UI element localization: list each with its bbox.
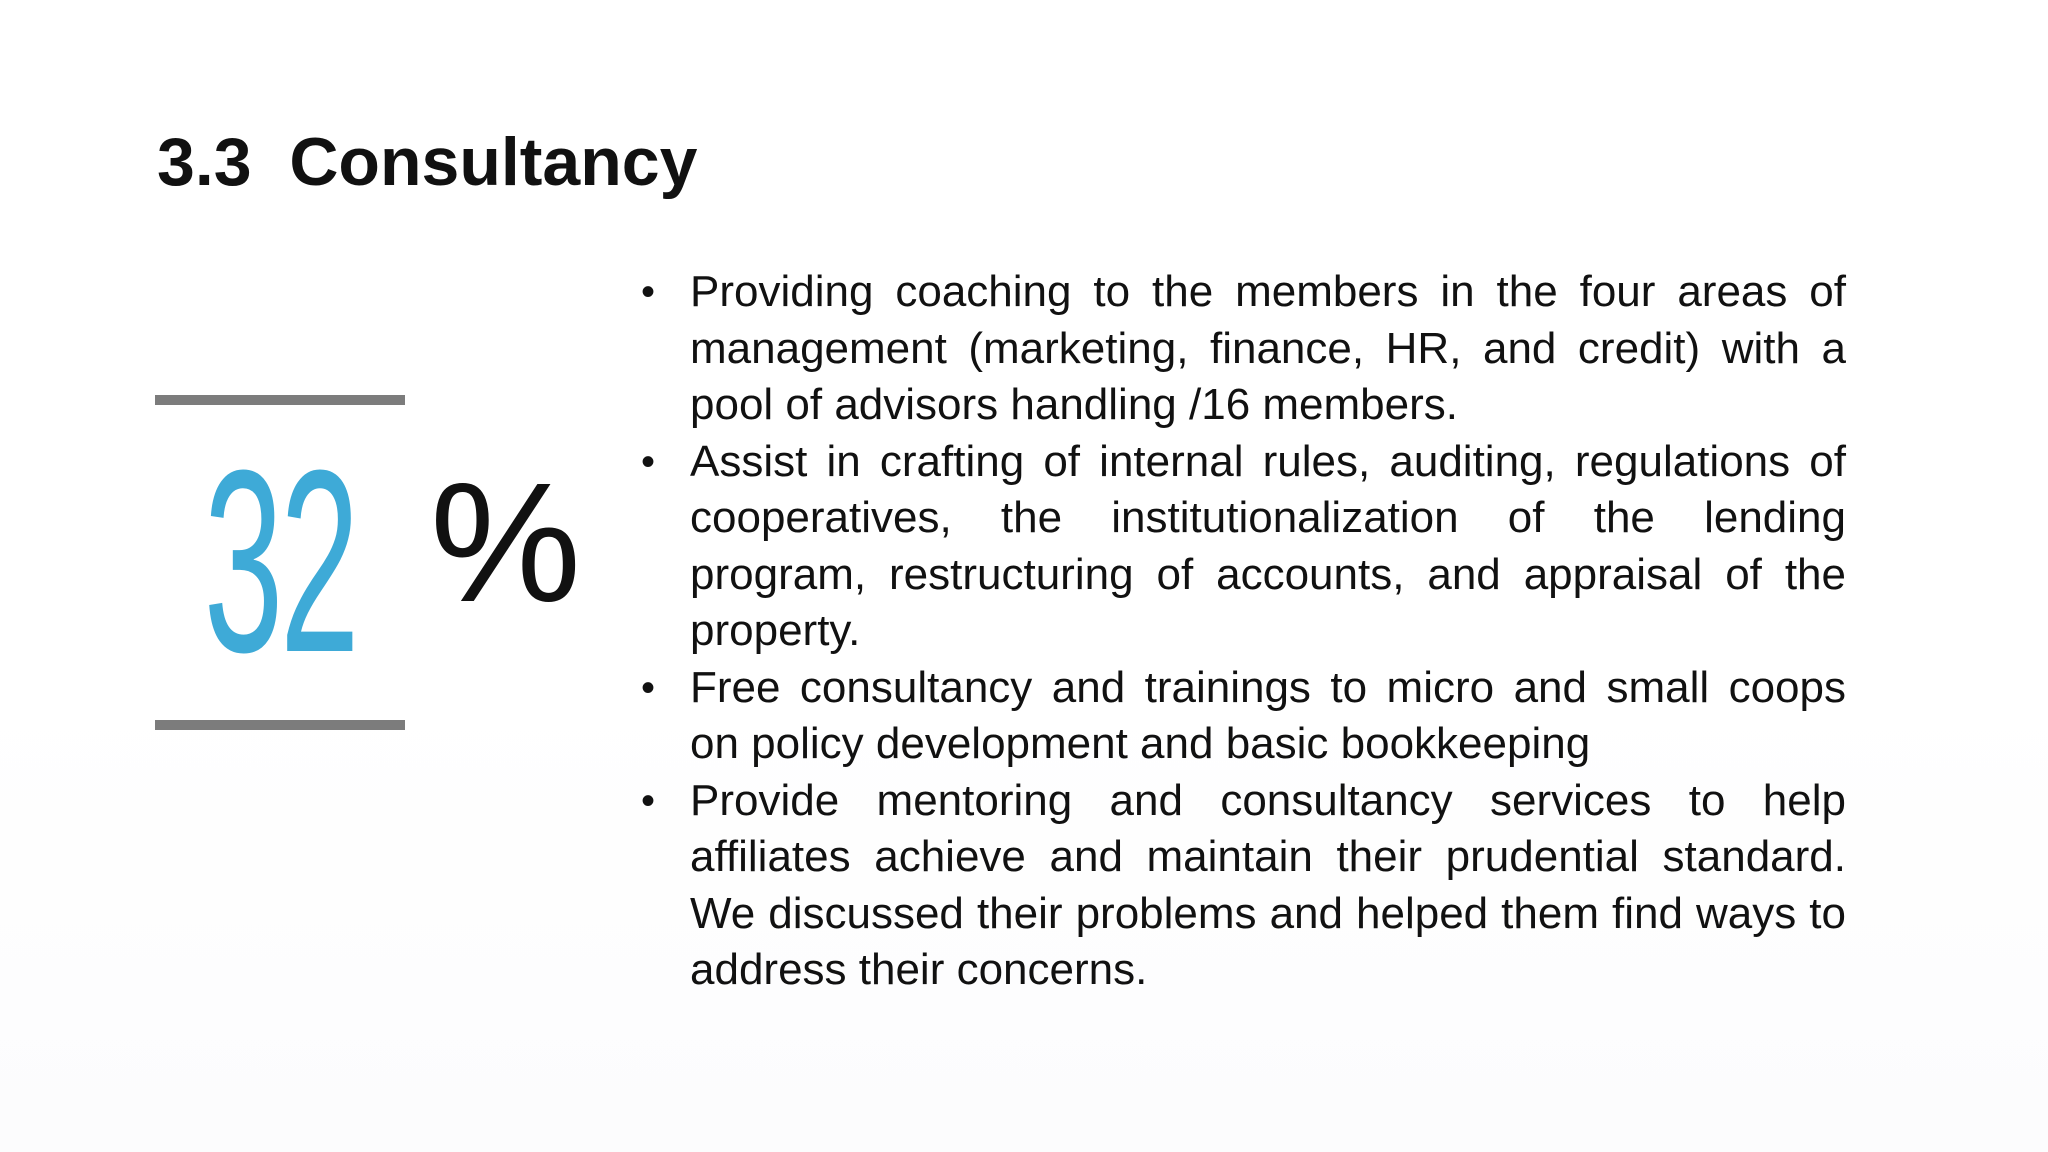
stat-graphic [155, 395, 405, 733]
bullet-marker: • [640, 665, 655, 710]
bullet-text: Providing coaching to the members in the four areas of management (marketing, finance, HR, and credit) with a pool of advisors handling /16 members. [690, 267, 1846, 429]
bullet-item [638, 264, 1846, 434]
bullet-marker: • [640, 778, 655, 823]
bullet-item [638, 773, 1846, 999]
bullet-text: Provide mentoring and consultancy services to help affiliates achieve and maintain their prudential standard. We discussed their problems and helped them find ways to address their concerns. [690, 775, 1846, 994]
bullet-text: Free consultancy and trainings to micro and small coops on policy development and basic bookkeeping [690, 662, 1846, 768]
bullet-marker: • [640, 270, 655, 314]
slide-title: 3.3 Consultancy [157, 124, 698, 200]
stat-number: 32 [203, 417, 357, 707]
stat-percent-sign: % [430, 448, 582, 638]
bullet-item [638, 434, 1846, 660]
bullet-text: Assist in crafting of internal rules, auditing, regulations of cooperatives, the institutionalization of the lending program, restructuring of accounts, and appraisal of the property. [690, 436, 1846, 655]
bullet-list [638, 264, 1846, 999]
bullet-item [638, 660, 1846, 773]
stat-bottom-rule [155, 720, 405, 730]
bullet-marker: • [640, 439, 655, 484]
stat-top-rule [155, 395, 405, 405]
